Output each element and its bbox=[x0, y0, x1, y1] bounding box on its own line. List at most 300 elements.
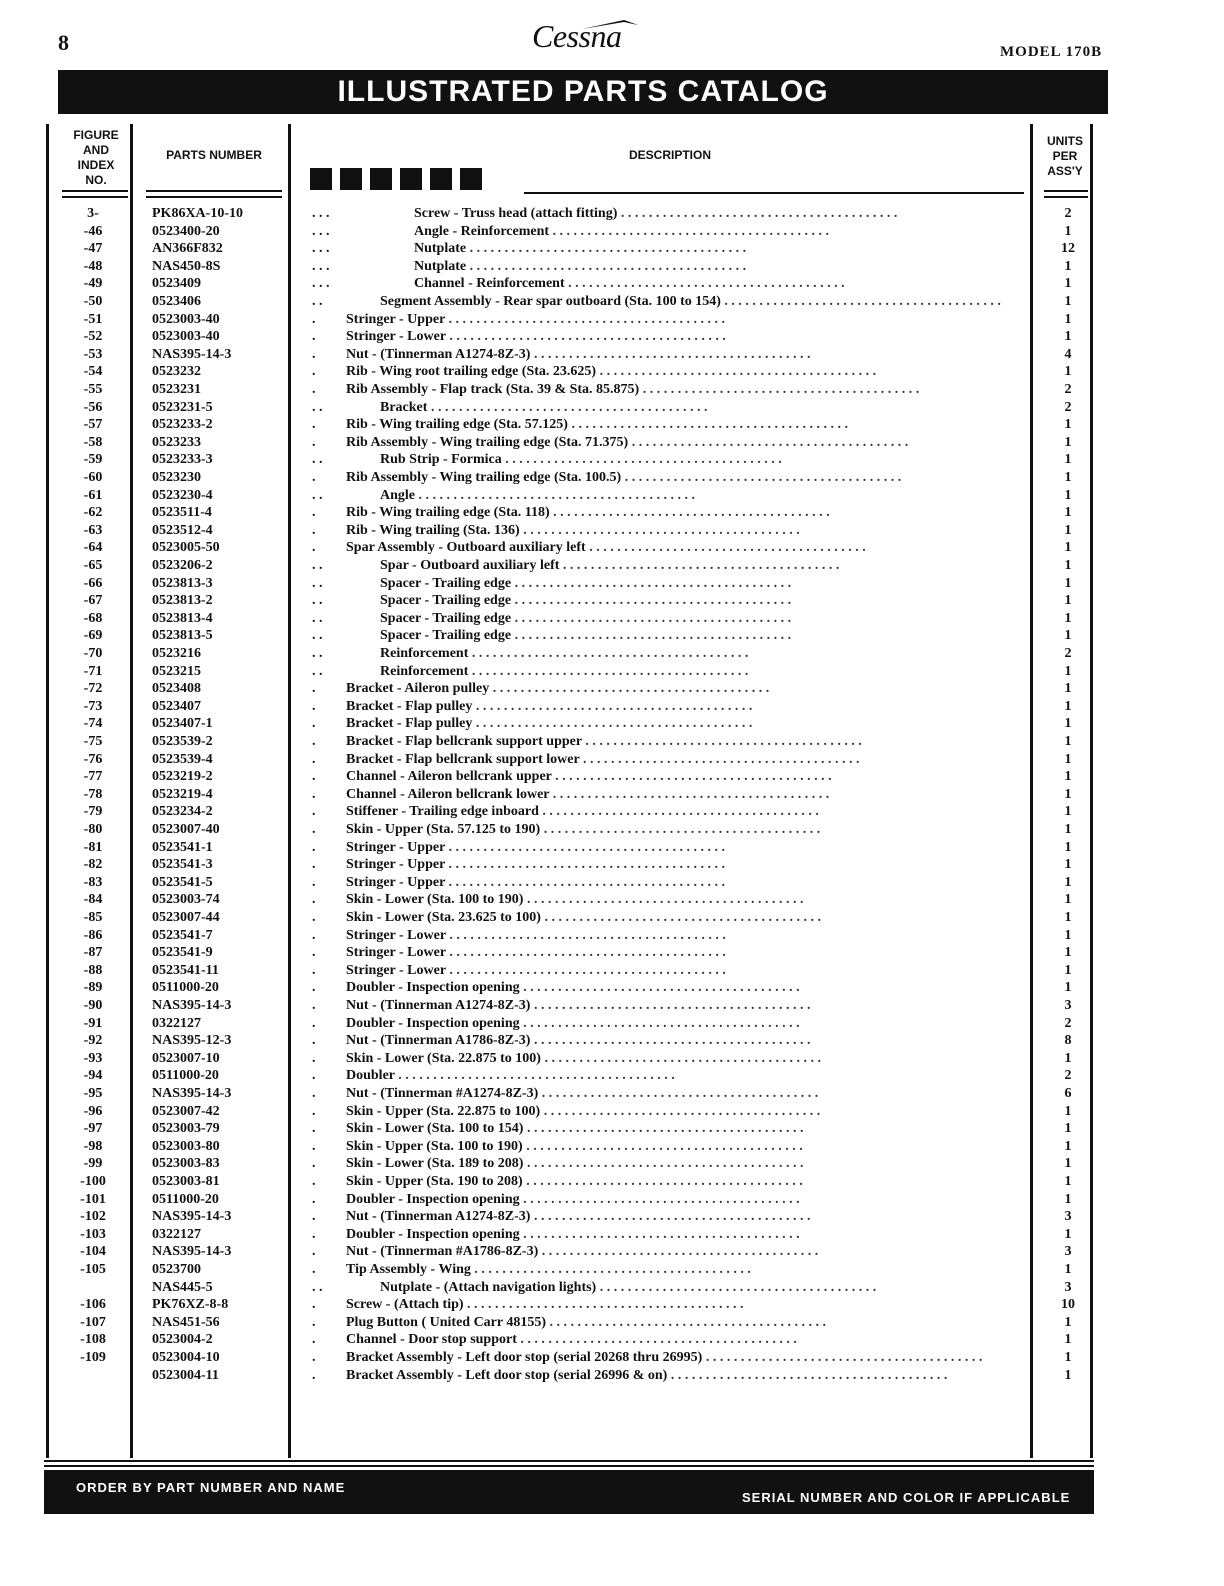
index-number: -82 bbox=[83, 857, 103, 873]
indent-square bbox=[340, 168, 362, 190]
indent-dots: . bbox=[312, 698, 316, 714]
units-per-assembly: 1 bbox=[1064, 945, 1072, 961]
part-description-cell bbox=[312, 821, 1032, 839]
table-row bbox=[0, 1155, 1224, 1173]
leader-dots: . . . . . . . . . . . . . . . . . . . . . . . . . . . . . . . . . . . . . . . . bbox=[519, 1226, 800, 1242]
index-number: -96 bbox=[83, 1103, 103, 1119]
units-per-assembly: 1 bbox=[1064, 575, 1072, 591]
part-number: 0523215 bbox=[152, 663, 201, 679]
leader-dots: . . . . . . . . . . . . . . . . . . . . . . . . . . . . . . . . . . . . . . . . bbox=[472, 698, 753, 714]
units-per-assembly: 1 bbox=[1064, 1191, 1072, 1207]
part-number: 0523234-2 bbox=[152, 804, 213, 820]
leader-dots: . . . . . . . . . . . . . . . . . . . . . . . . . . . . . . . . . . . . . . . . bbox=[549, 505, 830, 521]
leader-dots: . . . . . . . . . . . . . . . . . . . . . . . . . . . . . . . . . . . . . . . . bbox=[538, 1244, 819, 1260]
index-number: -59 bbox=[83, 452, 103, 468]
table-row bbox=[0, 944, 1224, 962]
part-number: 0523541-7 bbox=[152, 927, 213, 943]
index-number: -55 bbox=[83, 382, 103, 397]
index-number: -77 bbox=[83, 769, 103, 785]
part-description: Bracket Assembly - Left door stop (serial 26996 & on) bbox=[346, 1367, 668, 1383]
header-index bbox=[64, 128, 128, 188]
part-description: Bracket - Flap bellcrank support upper bbox=[346, 734, 582, 749]
part-description-cell bbox=[312, 205, 1032, 223]
leader-dots: . . . . . . . . . . . . . . . . . . . . . . . . . . . . . . . . . . . . . . . . bbox=[501, 452, 782, 468]
part-description-cell bbox=[312, 1120, 1032, 1138]
part-description: Nut - (Tinnerman #A1274-8Z-3) bbox=[346, 1086, 539, 1101]
index-number: -93 bbox=[83, 1050, 103, 1066]
part-number: NAS445-5 bbox=[152, 1279, 213, 1295]
part-description-cell bbox=[312, 311, 1032, 329]
leader-dots: . . . . . . . . . . . . . . . . . . . . . . . . . . . . . . . . . . . . . . . . bbox=[639, 382, 920, 397]
table-row bbox=[0, 645, 1224, 663]
part-description: Reinforcement bbox=[380, 663, 469, 679]
units-per-assembly: 2 bbox=[1064, 1068, 1072, 1084]
brand-logo: Cessna bbox=[532, 18, 622, 54]
footer-rule-2 bbox=[44, 1465, 1094, 1467]
indent-dots: . . bbox=[312, 593, 323, 609]
units-per-assembly: 1 bbox=[1064, 892, 1072, 908]
part-description: Doubler - Inspection opening bbox=[346, 1015, 520, 1031]
indent-dots: . bbox=[312, 522, 316, 538]
indent-dots: . . bbox=[312, 1279, 323, 1295]
part-description-cell bbox=[312, 1296, 1032, 1314]
leader-dots: . . . . . . . . . . . . . . . . . . . . . . . . . . . . . . . . . . . . . . . . bbox=[523, 892, 804, 908]
header-units-line: ASS'Y bbox=[1047, 164, 1083, 178]
index-number: -98 bbox=[83, 1138, 103, 1154]
part-description: Nutplate bbox=[414, 241, 467, 257]
table-row bbox=[0, 399, 1224, 417]
part-description-cell bbox=[312, 663, 1032, 681]
indent-dots: . . bbox=[312, 646, 323, 661]
leader-dots: . . . . . . . . . . . . . . . . . . . . . . . . . . . . . . . . . . . . . . . . bbox=[567, 417, 848, 433]
table-row bbox=[0, 1349, 1224, 1367]
part-description: Stringer - Lower bbox=[346, 962, 446, 978]
part-number: 0523007-10 bbox=[152, 1050, 220, 1066]
part-description: Channel - Reinforcement bbox=[414, 276, 565, 292]
catalog-banner: ILLUSTRATED PARTS CATALOG bbox=[58, 70, 1108, 114]
header-part-number: PARTS NUMBER bbox=[166, 148, 262, 162]
part-description-cell bbox=[312, 962, 1032, 980]
leader-dots: . . . . . . . . . . . . . . . . . . . . . . . . . . . . . . . . . . . . . . . . bbox=[463, 1297, 744, 1313]
table-row bbox=[0, 311, 1224, 329]
part-description: Spacer - Trailing edge bbox=[380, 610, 512, 626]
part-description-cell bbox=[312, 240, 1032, 258]
index-number: -71 bbox=[83, 663, 103, 679]
part-number: 0523003-80 bbox=[152, 1138, 220, 1154]
leader-dots: . . . . . . . . . . . . . . . . . . . . . . . . . . . . . . . . . . . . . . . . bbox=[530, 998, 811, 1013]
indent-dots: . bbox=[312, 540, 316, 556]
part-number: 0523003-40 bbox=[152, 329, 220, 345]
part-number: 0523813-4 bbox=[152, 610, 213, 626]
part-description-cell bbox=[312, 1050, 1032, 1068]
table-row bbox=[0, 1296, 1224, 1314]
part-number: 0511000-20 bbox=[152, 1068, 219, 1084]
part-description-cell bbox=[312, 909, 1032, 927]
index-number: -65 bbox=[83, 558, 103, 573]
units-per-assembly: 1 bbox=[1064, 1174, 1072, 1189]
part-number: NAS395-14-3 bbox=[152, 346, 232, 362]
part-number: 0523407 bbox=[152, 698, 201, 714]
units-per-assembly: 2 bbox=[1064, 646, 1072, 661]
part-description-cell bbox=[312, 487, 1032, 505]
table-row bbox=[0, 1120, 1224, 1138]
part-description: Doubler - Inspection opening bbox=[346, 1226, 520, 1242]
table-row bbox=[0, 293, 1224, 311]
index-number: -86 bbox=[83, 927, 103, 943]
index-number: -52 bbox=[83, 329, 103, 345]
part-description-cell bbox=[312, 1103, 1032, 1121]
part-number: 0523541-5 bbox=[152, 874, 213, 890]
units-per-assembly: 1 bbox=[1064, 1314, 1072, 1330]
table-row bbox=[0, 610, 1224, 628]
indent-dots: . bbox=[312, 434, 316, 450]
indent-dots: . bbox=[312, 1314, 316, 1330]
leader-dots: . . . . . . . . . . . . . . . . . . . . . . . . . . . . . . . . . . . . . . . . bbox=[538, 1086, 819, 1101]
table-row bbox=[0, 839, 1224, 857]
part-description: Rib - Wing trailing edge (Sta. 118) bbox=[346, 505, 550, 521]
leader-dots: . . . . . . . . . . . . . . . . . . . . . . . . . . . . . . . . . . . . . . . . bbox=[489, 681, 770, 697]
indent-dots: . bbox=[312, 1033, 316, 1049]
indent-dots: . bbox=[312, 311, 316, 327]
indent-dots: . bbox=[312, 1050, 316, 1066]
part-number: 0523700 bbox=[152, 1262, 201, 1277]
leader-dots: . . . . . . . . . . . . . . . . . . . . . . . . . . . . . . . . . . . . . . . . bbox=[720, 294, 1001, 309]
part-number: 0523813-2 bbox=[152, 593, 213, 609]
part-description-cell bbox=[312, 1349, 1032, 1367]
index-number: -62 bbox=[83, 505, 103, 521]
units-per-assembly: 1 bbox=[1064, 540, 1072, 556]
units-per-assembly: 1 bbox=[1064, 558, 1072, 573]
part-description-cell bbox=[312, 627, 1032, 645]
index-number: -84 bbox=[83, 892, 103, 908]
part-description-cell bbox=[312, 1085, 1032, 1103]
index-number: -88 bbox=[83, 962, 103, 978]
part-description: Angle - Reinforcement bbox=[414, 223, 550, 239]
table-row bbox=[0, 240, 1224, 258]
indent-dots: . . . bbox=[312, 241, 330, 257]
indent-dots: . bbox=[312, 1068, 316, 1084]
index-number: -58 bbox=[83, 434, 103, 450]
leader-dots: . . . . . . . . . . . . . . . . . . . . . . . . . . . . . . . . . . . . . . . . bbox=[445, 927, 726, 943]
table-row bbox=[0, 663, 1224, 681]
part-description-cell bbox=[312, 733, 1032, 751]
indent-square bbox=[370, 168, 392, 190]
table-row bbox=[0, 328, 1224, 346]
part-number: 0523407-1 bbox=[152, 716, 213, 732]
index-number: -80 bbox=[83, 822, 103, 837]
brand-swoosh-icon bbox=[580, 16, 640, 32]
part-description: Bracket bbox=[380, 399, 428, 415]
table-row bbox=[0, 363, 1224, 381]
leader-dots: . . . . . . . . . . . . . . . . . . . . . . . . . . . . . . . . . . . . . . . . bbox=[530, 1209, 811, 1225]
part-description-cell bbox=[312, 1226, 1032, 1244]
table-row bbox=[0, 1314, 1224, 1332]
part-number: PK76XZ-8-8 bbox=[152, 1297, 229, 1313]
part-description-cell bbox=[312, 1015, 1032, 1033]
indent-square bbox=[460, 168, 482, 190]
part-description-cell bbox=[312, 557, 1032, 575]
footer-serial-note: SERIAL NUMBER AND COLOR IF APPLICABLE bbox=[742, 1490, 1071, 1505]
part-number: 0523004-2 bbox=[152, 1332, 213, 1348]
part-description: Skin - Lower (Sta. 100 to 190) bbox=[346, 892, 524, 908]
indent-dots: . . bbox=[312, 399, 323, 415]
part-number: 0523004-10 bbox=[152, 1350, 220, 1365]
part-description-cell bbox=[312, 399, 1032, 417]
table-row bbox=[0, 1243, 1224, 1261]
units-per-assembly: 1 bbox=[1064, 786, 1072, 802]
units-per-assembly: 1 bbox=[1064, 276, 1072, 292]
leader-dots: . . . . . . . . . . . . . . . . . . . . . . . . . . . . . . . . . . . . . . . . bbox=[667, 1367, 948, 1383]
part-description: Skin - Lower (Sta. 22.875 to 100) bbox=[346, 1050, 541, 1066]
part-number: 0322127 bbox=[152, 1226, 201, 1242]
indent-dots: . bbox=[312, 470, 316, 485]
part-number: 0523539-4 bbox=[152, 751, 213, 767]
table-row bbox=[0, 346, 1224, 364]
part-description: Rib - Wing trailing edge (Sta. 57.125) bbox=[346, 417, 568, 433]
part-description: Doubler - Inspection opening bbox=[346, 980, 520, 996]
indent-dots: . bbox=[312, 1332, 316, 1348]
table-row bbox=[0, 1226, 1224, 1244]
part-description: Bracket - Aileron pulley bbox=[346, 681, 490, 697]
part-number: 0523004-11 bbox=[152, 1367, 219, 1383]
index-number: -103 bbox=[80, 1226, 106, 1242]
part-description: Nutplate - (Attach navigation lights) bbox=[380, 1279, 597, 1295]
table-row bbox=[0, 205, 1224, 223]
table-row bbox=[0, 1261, 1224, 1279]
part-description-cell bbox=[312, 223, 1032, 241]
part-description-cell bbox=[312, 381, 1032, 399]
index-number: 3- bbox=[87, 206, 99, 221]
indent-dots: . bbox=[312, 346, 316, 362]
units-per-assembly: 12 bbox=[1061, 241, 1075, 257]
part-description: Nut - (Tinnerman A1786-8Z-3) bbox=[346, 1033, 531, 1049]
part-description-cell bbox=[312, 1314, 1032, 1332]
index-number: -54 bbox=[83, 364, 103, 380]
index-number: -53 bbox=[83, 346, 103, 362]
part-description-cell bbox=[312, 1138, 1032, 1156]
indent-dots: . bbox=[312, 857, 316, 873]
index-number: -60 bbox=[83, 470, 103, 485]
part-description-cell bbox=[312, 944, 1032, 962]
indent-dots: . bbox=[312, 734, 316, 749]
indent-dots: . bbox=[312, 1174, 316, 1189]
indent-dots: . bbox=[312, 1103, 316, 1119]
part-description: Rib - Wing trailing (Sta. 136) bbox=[346, 522, 520, 538]
index-number: -47 bbox=[83, 241, 103, 257]
indent-dots: . . bbox=[312, 663, 323, 679]
table-row bbox=[0, 416, 1224, 434]
units-per-assembly: 1 bbox=[1064, 663, 1072, 679]
indent-dots: . . . bbox=[312, 206, 330, 221]
index-number: -61 bbox=[83, 487, 103, 503]
units-per-assembly: 1 bbox=[1064, 804, 1072, 820]
part-description: Skin - Upper (Sta. 190 to 208) bbox=[346, 1174, 523, 1189]
part-description: Stiffener - Trailing edge inboard bbox=[346, 804, 539, 820]
indent-dots: . bbox=[312, 892, 316, 908]
units-per-assembly: 1 bbox=[1064, 505, 1072, 521]
part-description-cell bbox=[312, 715, 1032, 733]
part-number: 0523007-40 bbox=[152, 822, 220, 837]
index-number: -46 bbox=[83, 223, 103, 239]
part-description: Skin - Upper (Sta. 22.875 to 100) bbox=[346, 1103, 541, 1119]
index-number: -74 bbox=[83, 716, 103, 732]
indent-dots: . . bbox=[312, 452, 323, 468]
part-number: 0511000-20 bbox=[152, 980, 219, 996]
table-row bbox=[0, 1085, 1224, 1103]
header-rule-part-2 bbox=[146, 196, 282, 198]
part-number: NAS450-8S bbox=[152, 258, 221, 274]
part-description: Stringer - Upper bbox=[346, 874, 446, 890]
index-number: -104 bbox=[80, 1244, 106, 1260]
index-number: -70 bbox=[83, 646, 103, 661]
part-description: Stringer - Lower bbox=[346, 945, 446, 961]
table-row bbox=[0, 856, 1224, 874]
table-row bbox=[0, 557, 1224, 575]
leader-dots: . . . . . . . . . . . . . . . . . . . . . . . . . . . . . . . . . . . . . . . . bbox=[559, 558, 840, 573]
leader-dots: . . . . . . . . . . . . . . . . . . . . . . . . . . . . . . . . . . . . . . . . bbox=[472, 716, 753, 732]
part-description: Stringer - Upper bbox=[346, 311, 446, 327]
leader-dots: . . . . . . . . . . . . . . . . . . . . . . . . . . . . . . . . . . . . . . . . bbox=[445, 945, 726, 961]
leader-dots: . . . . . . . . . . . . . . . . . . . . . . . . . . . . . . . . . . . . . . . . bbox=[511, 628, 792, 644]
part-description-cell bbox=[312, 751, 1032, 769]
part-description: Stringer - Upper bbox=[346, 857, 446, 873]
part-description: Plug Button ( United Carr 48155) bbox=[346, 1314, 547, 1330]
part-description: Spar Assembly - Outboard auxiliary left bbox=[346, 540, 586, 556]
indent-dots: . bbox=[312, 910, 316, 925]
part-description: Channel - Door stop support bbox=[346, 1332, 517, 1348]
indent-dots: . . bbox=[312, 294, 323, 309]
table-row bbox=[0, 592, 1224, 610]
part-description: Stringer - Lower bbox=[346, 329, 446, 345]
units-per-assembly: 1 bbox=[1064, 417, 1072, 433]
leader-dots: . . . . . . . . . . . . . . . . . . . . . . . . . . . . . . . . . . . . . . . . bbox=[415, 487, 695, 503]
part-number: 0523232 bbox=[152, 364, 201, 380]
units-per-assembly: 1 bbox=[1064, 927, 1072, 943]
index-number: -50 bbox=[83, 294, 103, 309]
part-number: 0523003-79 bbox=[152, 1121, 220, 1137]
indent-dots: . bbox=[312, 364, 316, 380]
index-number: -101 bbox=[80, 1191, 106, 1207]
table-row bbox=[0, 1279, 1224, 1297]
part-description-cell bbox=[312, 803, 1032, 821]
indent-dots: . bbox=[312, 839, 316, 855]
part-number: 0523541-3 bbox=[152, 857, 213, 873]
indent-dots: . . bbox=[312, 558, 323, 573]
indent-dots: . bbox=[312, 1226, 316, 1242]
leader-dots: . . . . . . . . . . . . . . . . . . . . . . . . . . . . . . . . . . . . . . . . bbox=[445, 329, 726, 345]
indent-dots: . . bbox=[312, 610, 323, 626]
indent-dots: . . . bbox=[312, 276, 330, 292]
indent-dots: . bbox=[312, 962, 316, 978]
part-number: 0523541-9 bbox=[152, 945, 213, 961]
part-description: Bracket Assembly - Left door stop (serial 20268 thru 26995) bbox=[346, 1350, 703, 1365]
part-number: 0523233-3 bbox=[152, 452, 213, 468]
part-description: Doubler bbox=[346, 1068, 395, 1084]
index-number: -56 bbox=[83, 399, 103, 415]
indent-dots: . bbox=[312, 945, 316, 961]
leader-dots: . . . . . . . . . . . . . . . . . . . . . . . . . . . . . . . . . . . . . . . . bbox=[427, 399, 708, 415]
indent-square bbox=[400, 168, 422, 190]
part-number: 0523813-3 bbox=[152, 575, 213, 591]
footer-bar bbox=[44, 1470, 1094, 1514]
part-description: Rib Assembly - Wing trailing edge (Sta. 100.5) bbox=[346, 470, 622, 485]
units-per-assembly: 1 bbox=[1064, 734, 1072, 749]
table-row bbox=[0, 469, 1224, 487]
part-description: Bracket - Flap bellcrank support lower bbox=[346, 751, 580, 767]
table-row bbox=[0, 768, 1224, 786]
units-per-assembly: 1 bbox=[1064, 1103, 1072, 1119]
part-description: Screw - Truss head (attach fitting) bbox=[414, 206, 618, 221]
leader-dots: . . . . . . . . . . . . . . . . . . . . . . . . . . . . . . . . . . . . . . . . bbox=[523, 1156, 804, 1172]
indent-dots: . bbox=[312, 1367, 316, 1383]
table-row bbox=[0, 1173, 1224, 1191]
table-row bbox=[0, 487, 1224, 505]
header-description: DESCRIPTION bbox=[628, 148, 711, 162]
leader-dots: . . . . . . . . . . . . . . . . . . . . . . . . . . . . . . . . . . . . . . . . bbox=[621, 470, 902, 485]
part-number: 0523003-74 bbox=[152, 892, 220, 908]
footer-rule bbox=[44, 1460, 1094, 1462]
units-per-assembly: 1 bbox=[1064, 716, 1072, 732]
part-description: Channel - Aileron bellcrank lower bbox=[346, 786, 550, 802]
part-description: Rib - Wing root trailing edge (Sta. 23.625) bbox=[346, 364, 597, 380]
index-number: -67 bbox=[83, 593, 103, 609]
index-number: -90 bbox=[83, 998, 103, 1013]
part-description-cell bbox=[312, 997, 1032, 1015]
part-description-cell bbox=[312, 1067, 1032, 1085]
header-rule-part bbox=[146, 190, 282, 192]
table-row bbox=[0, 539, 1224, 557]
units-per-assembly: 1 bbox=[1064, 1138, 1072, 1154]
part-description-cell bbox=[312, 539, 1032, 557]
part-number: 0523230 bbox=[152, 470, 201, 485]
part-description: Spacer - Trailing edge bbox=[380, 575, 512, 591]
indent-square bbox=[430, 168, 452, 190]
units-per-assembly: 1 bbox=[1064, 751, 1072, 767]
index-number: -66 bbox=[83, 575, 103, 591]
units-per-assembly: 1 bbox=[1064, 822, 1072, 837]
table-row bbox=[0, 1015, 1224, 1033]
leader-dots: . . . . . . . . . . . . . . . . . . . . . . . . . . . . . . . . . . . . . . . . bbox=[549, 223, 830, 239]
leader-dots: . . . . . . . . . . . . . . . . . . . . . . . . . . . . . . . . . . . . . . . . bbox=[585, 540, 866, 556]
units-per-assembly: 1 bbox=[1064, 1332, 1072, 1348]
table-row bbox=[0, 1103, 1224, 1121]
indent-dots: . bbox=[312, 1015, 316, 1031]
part-number: 0523007-42 bbox=[152, 1103, 220, 1119]
index-number: -73 bbox=[83, 698, 103, 714]
leader-dots: . . . . . . . . . . . . . . . . . . . . . . . . . . . . . . . . . . . . . . . . bbox=[522, 1174, 803, 1189]
table-row bbox=[0, 1138, 1224, 1156]
index-number: -63 bbox=[83, 522, 103, 538]
part-number: 0523813-5 bbox=[152, 628, 213, 644]
index-number: -106 bbox=[80, 1297, 106, 1313]
units-per-assembly: 2 bbox=[1064, 382, 1072, 397]
table-row bbox=[0, 909, 1224, 927]
header-index-line: NO. bbox=[85, 173, 107, 187]
indent-dots: . bbox=[312, 1244, 316, 1260]
units-per-assembly: 1 bbox=[1064, 522, 1072, 538]
part-number: 0523230-4 bbox=[152, 487, 213, 503]
header-rule-units-2 bbox=[1044, 196, 1088, 198]
leader-dots: . . . . . . . . . . . . . . . . . . . . . . . . . . . . . . . . . . . . . . . . bbox=[551, 769, 832, 785]
part-description: Segment Assembly - Rear spar outboard (Sta. 100 to 154) bbox=[380, 294, 721, 309]
table-row bbox=[0, 803, 1224, 821]
part-description-cell bbox=[312, 839, 1032, 857]
units-per-assembly: 6 bbox=[1064, 1086, 1072, 1101]
part-number: 0523512-4 bbox=[152, 522, 213, 538]
units-per-assembly: 1 bbox=[1064, 223, 1072, 239]
table-row bbox=[0, 627, 1224, 645]
part-description-cell bbox=[312, 786, 1032, 804]
